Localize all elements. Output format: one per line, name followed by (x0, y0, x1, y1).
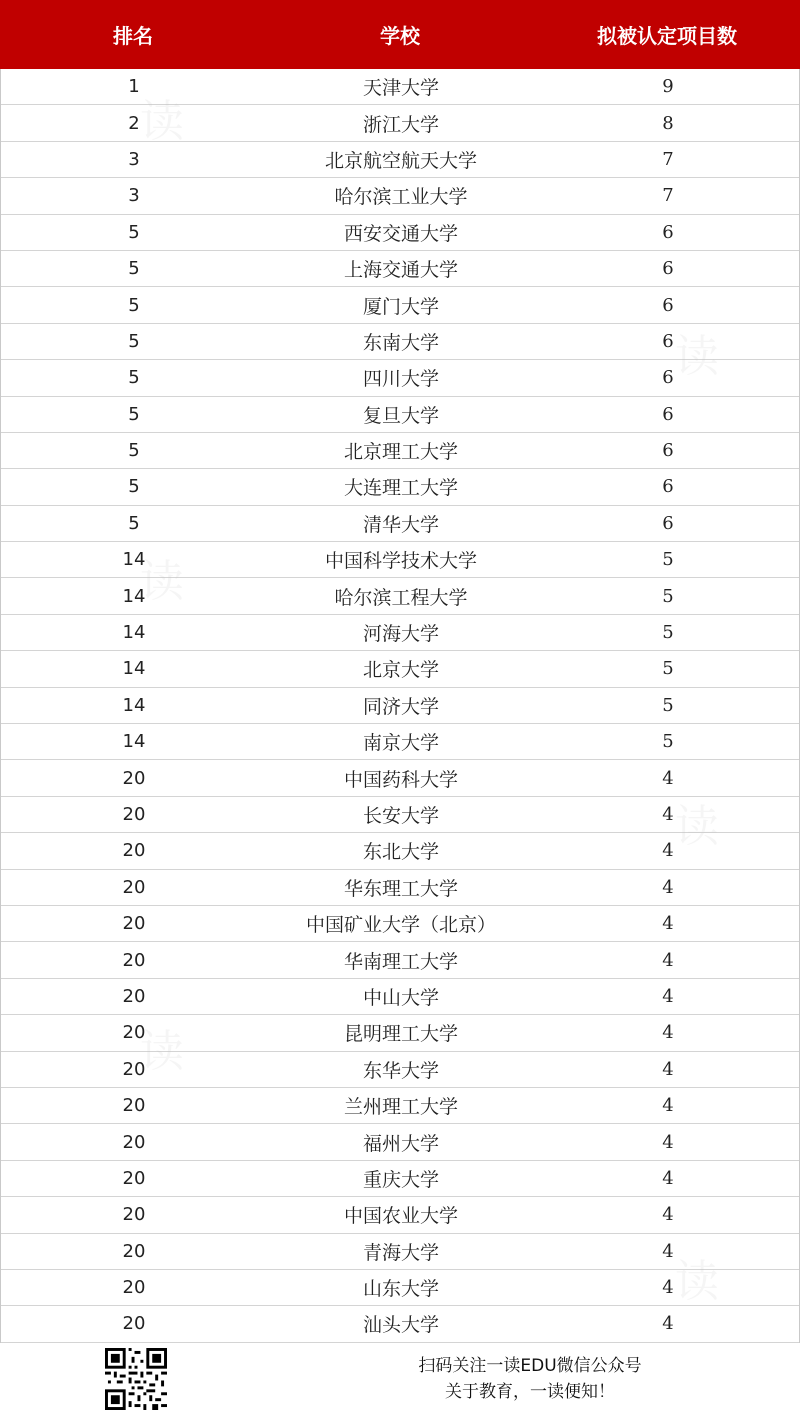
rank-cell: 20 (122, 1095, 146, 1117)
project-count-cell: 4 (662, 1095, 674, 1117)
table-row (1, 142, 799, 178)
project-count-cell: 5 (662, 694, 674, 716)
project-count-cell: 4 (662, 985, 674, 1007)
table-row (1, 942, 799, 978)
rank-cell: 20 (122, 767, 146, 789)
school-cell: 浙江大学 (362, 113, 439, 136)
rank-cell: 20 (122, 840, 146, 862)
rank-cell: 20 (122, 1058, 146, 1080)
footer-caption (380, 1353, 680, 1405)
project-count-cell: 7 (662, 185, 674, 207)
school-cell: 南京大学 (362, 732, 439, 755)
table-row (1, 360, 799, 396)
watermark: 读 (140, 556, 184, 607)
table-body (0, 69, 800, 1343)
table-row (1, 324, 799, 360)
project-count-cell: 8 (662, 112, 674, 134)
school-cell: 北京理工大学 (343, 441, 458, 464)
rank-cell: 20 (122, 913, 146, 935)
table-row (1, 397, 799, 433)
project-count-cell: 6 (662, 221, 674, 243)
school-cell: 天津大学 (362, 77, 439, 100)
rank-cell: 5 (128, 440, 140, 462)
table-row (1, 1052, 799, 1088)
table-row (1, 1306, 799, 1342)
rank-cell: 5 (128, 221, 140, 243)
table-row (1, 178, 799, 214)
project-count-cell: 5 (662, 549, 674, 571)
project-count-cell: 4 (662, 1167, 674, 1189)
table-row (1, 215, 799, 251)
watermark: 读 (675, 331, 719, 382)
table-row (1, 1161, 799, 1197)
school-cell: 北京大学 (362, 659, 439, 682)
school-cell: 哈尔滨工程大学 (334, 586, 468, 609)
table-row (1, 105, 799, 141)
rank-cell: 2 (128, 112, 140, 134)
rank-cell: 5 (128, 476, 140, 498)
watermark: 读 (675, 1256, 719, 1307)
school-cell: 华南理工大学 (343, 950, 458, 973)
rank-cell: 5 (128, 403, 140, 425)
project-count-cell: 6 (662, 476, 674, 498)
project-count-cell: 4 (662, 949, 674, 971)
school-cell: 中山大学 (362, 986, 439, 1009)
project-count-cell: 6 (662, 440, 674, 462)
school-cell: 四川大学 (362, 368, 439, 391)
rank-cell: 5 (128, 512, 140, 534)
project-count-cell: 4 (662, 1240, 674, 1262)
project-count-cell: 4 (662, 1277, 674, 1299)
table-row (1, 615, 799, 651)
school-cell: 上海交通大学 (343, 259, 458, 282)
rank-cell: 14 (122, 549, 146, 571)
school-cell: 厦门大学 (362, 295, 439, 318)
footer (0, 1343, 800, 1416)
qr-code-icon[interactable] (105, 1348, 167, 1410)
table-header (0, 0, 800, 69)
rank-column-header: 排名 (113, 24, 153, 48)
table-row (1, 506, 799, 542)
table-row (1, 1124, 799, 1160)
school-cell: 中国农业大学 (343, 1205, 458, 1228)
school-cell: 青海大学 (362, 1241, 439, 1264)
school-cell: 北京航空航天大学 (324, 149, 477, 172)
school-cell: 东北大学 (362, 841, 439, 864)
rank-cell: 5 (128, 294, 140, 316)
table-row (1, 1197, 799, 1233)
school-cell: 中国科学技术大学 (324, 550, 477, 573)
rank-cell: 14 (122, 658, 146, 680)
watermark: 读 (140, 1026, 184, 1077)
table-row (1, 651, 799, 687)
rank-cell: 20 (122, 804, 146, 825)
project-count-cell: 4 (662, 1022, 674, 1044)
rank-cell: 14 (122, 731, 146, 753)
rank-cell: 3 (128, 185, 140, 207)
school-cell: 同济大学 (362, 695, 439, 718)
table-row (1, 688, 799, 724)
table-row (1, 1270, 799, 1306)
school-cell: 西安交通大学 (343, 222, 458, 245)
school-cell: 汕头大学 (362, 1314, 439, 1337)
watermark: 读 (140, 96, 184, 147)
table-row (1, 870, 799, 906)
project-count-cell: 4 (662, 1313, 674, 1335)
project-count-cell: 6 (662, 403, 674, 425)
school-cell: 清华大学 (362, 513, 439, 536)
footer-line-1: 扫码关注一读EDU微信公众号 (418, 1356, 642, 1376)
table-row (1, 469, 799, 505)
school-cell: 华东理工大学 (343, 877, 458, 900)
footer-line-2: 关于教育，一读便知！ (445, 1382, 615, 1402)
count-column-header: 拟被认定项目数 (597, 24, 737, 48)
project-count-cell: 4 (662, 840, 674, 862)
rank-cell: 3 (128, 148, 140, 170)
school-cell: 重庆大学 (362, 1168, 439, 1191)
rank-cell: 20 (122, 1167, 146, 1189)
rank-cell: 20 (122, 985, 146, 1007)
project-count-cell: 9 (662, 76, 674, 98)
school-cell: 福州大学 (362, 1132, 439, 1155)
rank-cell: 14 (122, 585, 146, 607)
school-cell: 昆明理工大学 (343, 1023, 458, 1046)
project-count-cell: 6 (662, 367, 674, 389)
table-row (1, 1234, 799, 1270)
school-cell: 山东大学 (362, 1278, 439, 1301)
rank-cell: 1 (128, 76, 140, 98)
project-count-cell: 5 (662, 585, 674, 607)
school-cell: 大连理工大学 (343, 477, 458, 500)
table-row (1, 906, 799, 942)
school-cell: 中国矿业大学（北京） (305, 914, 496, 937)
table-row (1, 1015, 799, 1051)
school-cell: 东华大学 (362, 1059, 439, 1082)
project-count-cell: 5 (662, 731, 674, 753)
school-cell: 长安大学 (362, 805, 439, 827)
project-count-cell: 4 (662, 876, 674, 898)
rank-cell: 20 (122, 1277, 146, 1299)
rank-cell: 20 (122, 1022, 146, 1044)
watermark: 读 (675, 801, 719, 852)
project-count-cell: 5 (662, 622, 674, 644)
rank-cell: 20 (122, 1240, 146, 1262)
project-count-cell: 4 (662, 1204, 674, 1226)
rank-cell: 14 (122, 622, 146, 644)
table-row (1, 578, 799, 614)
project-count-cell: 6 (662, 258, 674, 280)
table-row (1, 797, 799, 833)
rank-cell: 14 (122, 694, 146, 716)
table-row (1, 760, 799, 796)
project-count-cell: 4 (662, 1058, 674, 1080)
table-row (1, 979, 799, 1015)
project-count-cell: 4 (662, 1131, 674, 1153)
table-row (1, 833, 799, 869)
project-count-cell: 7 (662, 148, 674, 170)
table-row (1, 542, 799, 578)
table-row (1, 69, 799, 105)
table-row (1, 1088, 799, 1124)
school-cell: 中国药科大学 (343, 768, 458, 791)
rank-cell: 20 (122, 1204, 146, 1226)
school-column-header: 学校 (380, 24, 420, 48)
table-row (1, 433, 799, 469)
rank-cell: 5 (128, 258, 140, 280)
school-cell: 哈尔滨工业大学 (334, 186, 468, 209)
rank-cell: 5 (128, 330, 140, 352)
rank-cell: 20 (122, 949, 146, 971)
rank-cell: 5 (128, 367, 140, 389)
project-count-cell: 4 (662, 804, 674, 825)
table-row (1, 251, 799, 287)
school-cell: 河海大学 (362, 623, 439, 646)
school-cell: 兰州理工大学 (343, 1096, 458, 1119)
rank-cell: 20 (122, 876, 146, 898)
school-cell: 东南大学 (362, 331, 439, 354)
table-row (1, 287, 799, 323)
project-count-cell: 6 (662, 512, 674, 534)
project-count-cell: 4 (662, 767, 674, 789)
project-count-cell: 5 (662, 658, 674, 680)
rank-cell: 20 (122, 1131, 146, 1153)
project-count-cell: 6 (662, 294, 674, 316)
project-count-cell: 4 (662, 913, 674, 935)
table-row (1, 724, 799, 760)
project-count-cell: 6 (662, 330, 674, 352)
school-cell: 复旦大学 (362, 404, 439, 427)
rank-cell: 20 (122, 1313, 146, 1335)
